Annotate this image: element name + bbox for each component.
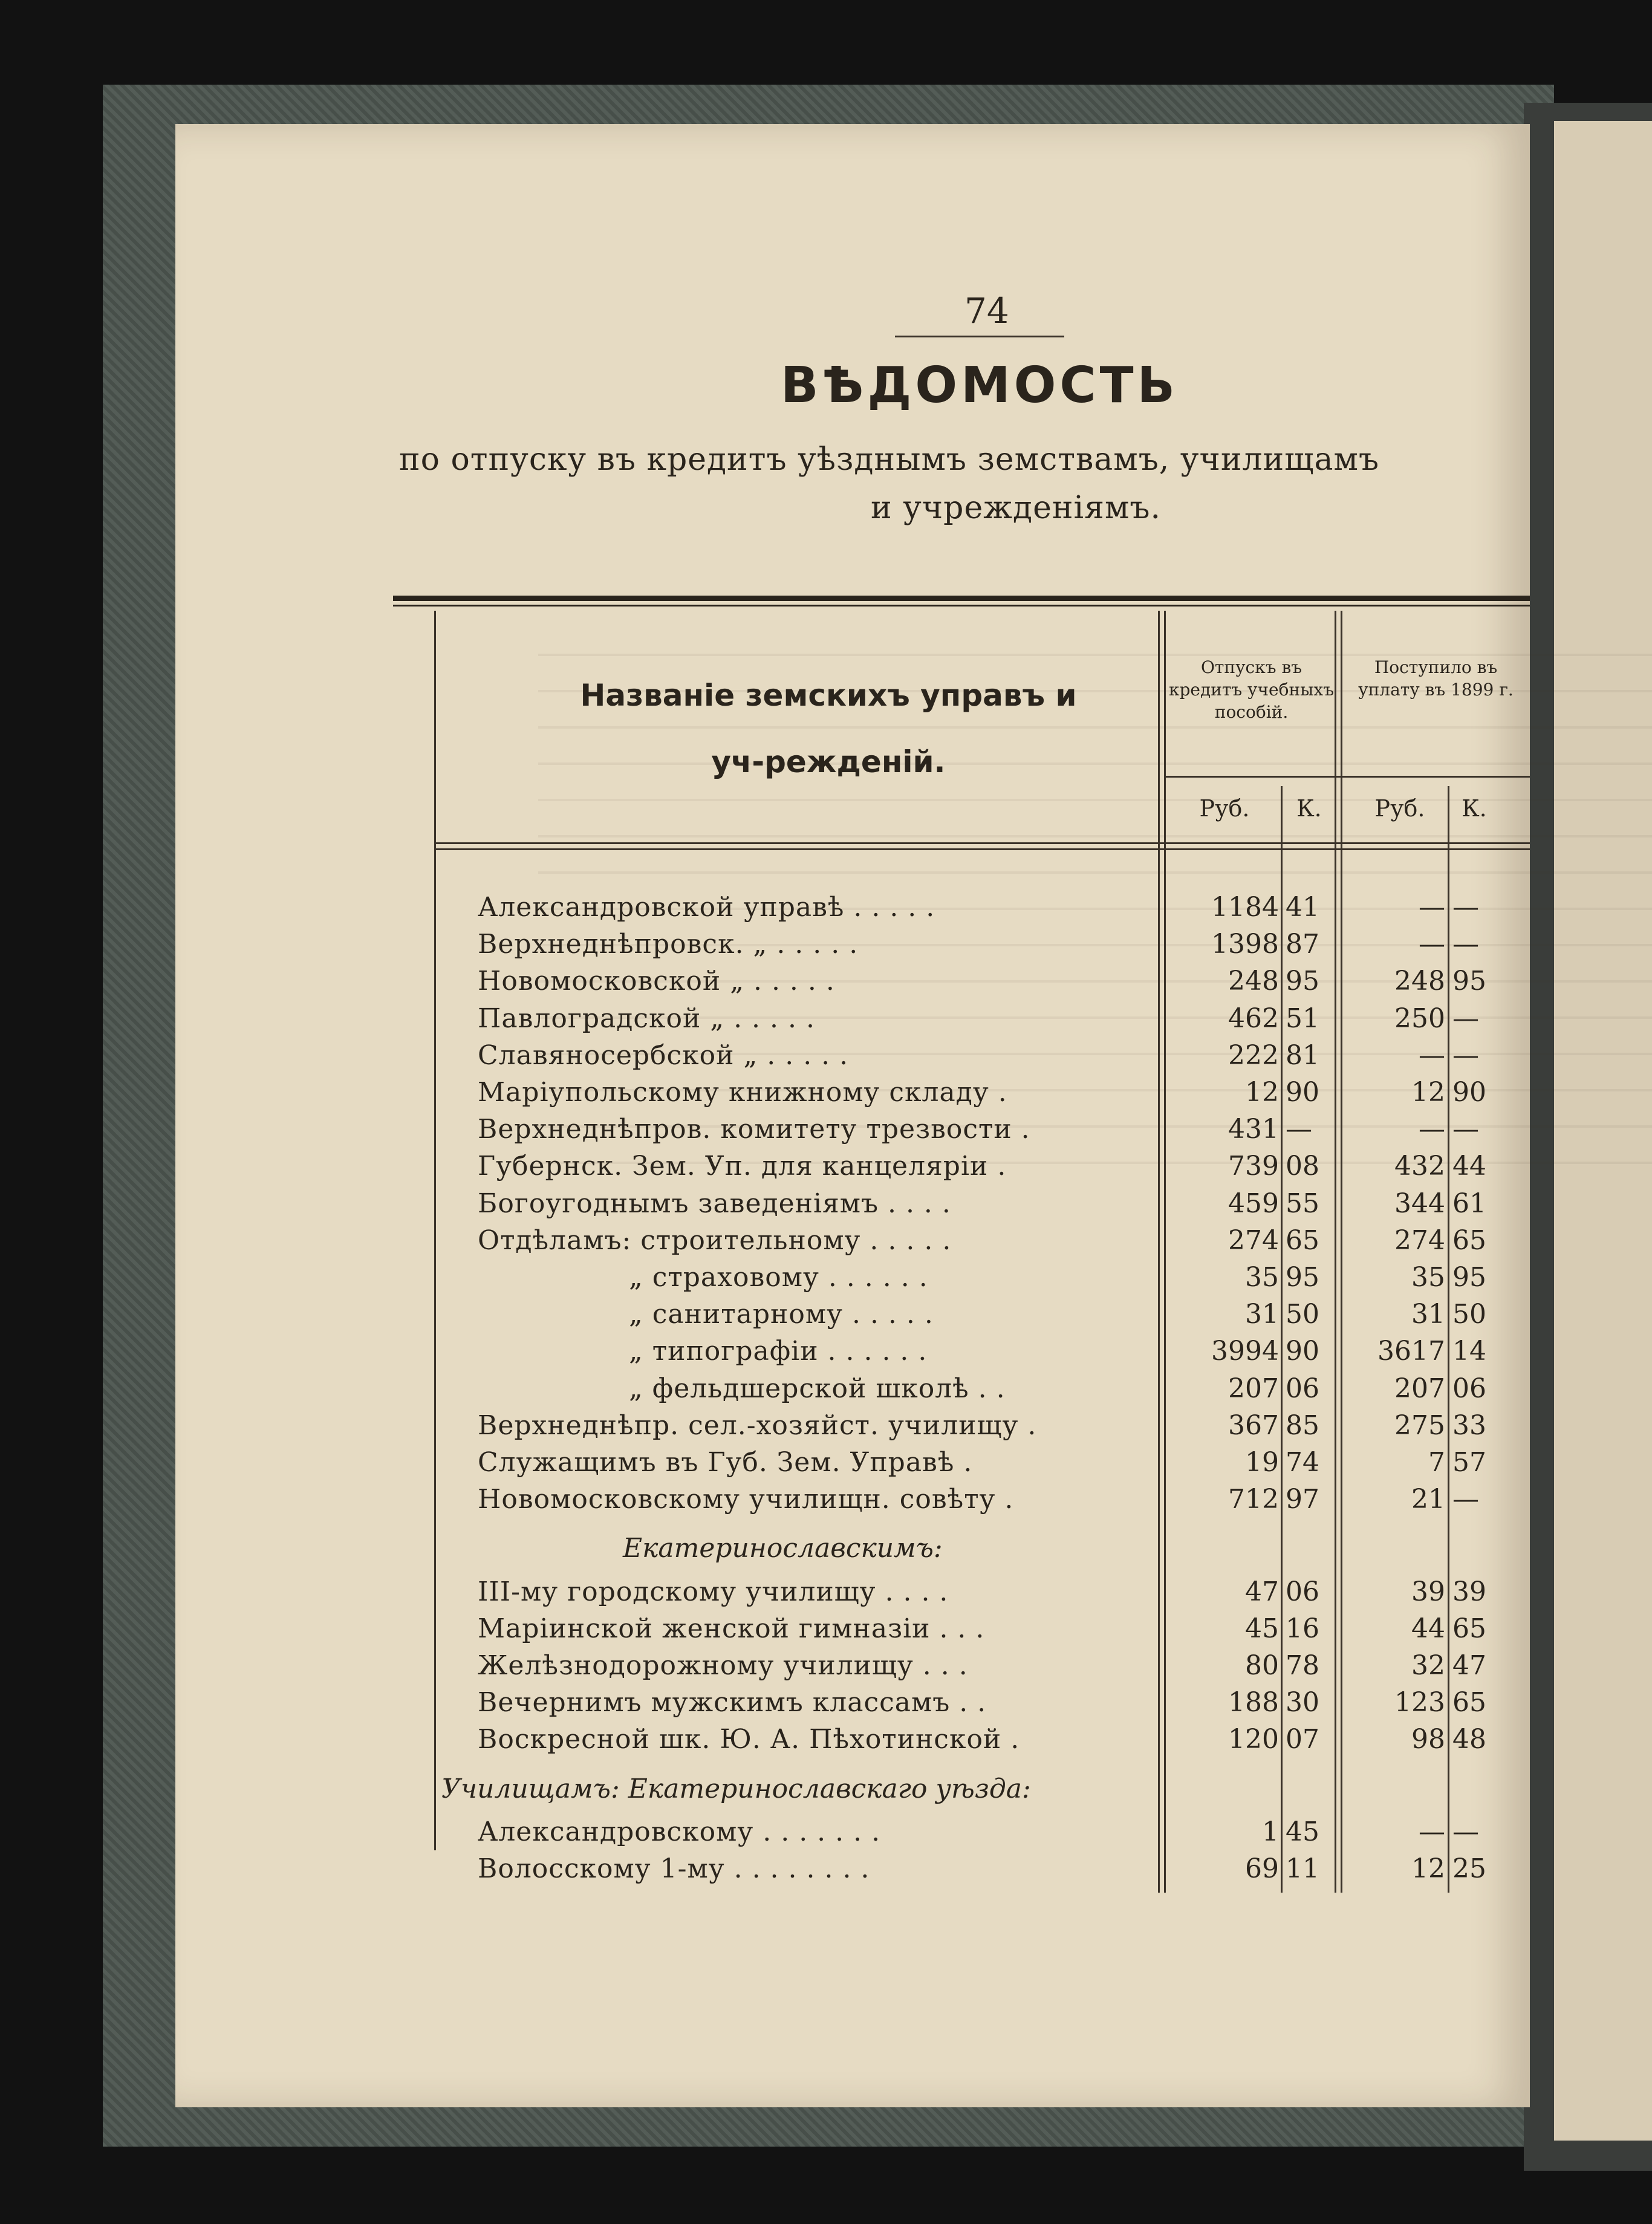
table-header-bottom-rule <box>435 842 1530 844</box>
section-heading: Екатеринославскимъ: <box>623 1533 943 1564</box>
issued-kop: 08 <box>1286 1151 1319 1182</box>
received-kop: 39 <box>1452 1576 1486 1607</box>
issued-kop: 06 <box>1286 1373 1319 1404</box>
issued-kop: 85 <box>1286 1410 1319 1441</box>
issued-kop: 95 <box>1286 1262 1319 1293</box>
issued-kop: 97 <box>1286 1484 1319 1515</box>
issued-kop: 95 <box>1286 966 1319 997</box>
document-title: ВѢДОМОСТЬ <box>780 357 1179 414</box>
row-label: Отдѣламъ: строительному . . . . . <box>478 1224 952 1256</box>
received-rub: — <box>1419 1039 1445 1071</box>
table-col-divider-1b <box>1164 611 1166 1893</box>
row-label: Александровской управѣ . . . . . <box>478 892 935 923</box>
row-label: Александровскому . . . . . . . <box>478 1816 881 1847</box>
document-subtitle-line2: и учрежденіямъ. <box>871 490 1162 526</box>
issued-rub: 274 <box>1228 1224 1279 1256</box>
row-label: „ фельдшерской школѣ . . <box>629 1373 1006 1404</box>
issued-kop: 16 <box>1286 1613 1319 1644</box>
received-kop: 65 <box>1452 1224 1486 1256</box>
received-kop: 95 <box>1452 966 1486 997</box>
issued-rub: 462 <box>1228 1003 1279 1034</box>
table-header-kop-1: К. <box>1296 795 1322 822</box>
section-heading: Училищамъ: Екатеринославскаго уѣзда: <box>441 1773 1031 1804</box>
table-kop-divider-1 <box>1281 786 1283 1893</box>
issued-kop: 07 <box>1286 1724 1319 1755</box>
issued-kop: 90 <box>1286 1336 1319 1367</box>
row-label: Павлоградской „ . . . . . <box>478 1003 815 1034</box>
received-rub: 32 <box>1411 1650 1445 1681</box>
row-label: Верхнеднѣпровск. „ . . . . . <box>478 929 859 960</box>
row-label: Богоугоднымъ заведеніямъ . . . . <box>478 1188 951 1219</box>
received-kop: 90 <box>1452 1077 1486 1108</box>
row-label: Служащимъ въ Губ. Зем. Управѣ . <box>478 1447 973 1478</box>
issued-rub: 31 <box>1245 1299 1279 1330</box>
table-top-rule <box>393 596 1530 601</box>
table-col-divider-1 <box>1158 611 1160 1893</box>
table-col-divider-2 <box>1335 611 1336 1893</box>
table-header-issued: Отпускъ въ кредитъ учебныхъ пособій. <box>1168 657 1335 722</box>
issued-kop: 81 <box>1286 1039 1319 1071</box>
page-number-rule <box>895 336 1064 337</box>
received-rub: 275 <box>1394 1410 1445 1441</box>
received-rub: 98 <box>1411 1724 1445 1755</box>
received-kop: 65 <box>1452 1687 1486 1718</box>
received-rub: 21 <box>1411 1484 1445 1515</box>
table-header-received: Поступило въ уплату въ 1899 г. <box>1358 657 1514 700</box>
issued-rub: 459 <box>1228 1188 1279 1219</box>
received-kop: — <box>1452 1039 1479 1071</box>
received-rub: 207 <box>1394 1373 1445 1404</box>
received-rub: 7 <box>1428 1447 1445 1478</box>
issued-rub: 188 <box>1228 1687 1279 1718</box>
received-rub: 344 <box>1394 1188 1445 1219</box>
received-kop: 06 <box>1452 1373 1486 1404</box>
received-rub: — <box>1419 929 1445 960</box>
received-rub: 432 <box>1394 1151 1445 1182</box>
issued-kop: 90 <box>1286 1077 1319 1108</box>
received-rub: 35 <box>1411 1262 1445 1293</box>
issued-kop: 55 <box>1286 1188 1319 1219</box>
issued-rub: 19 <box>1245 1447 1279 1478</box>
received-kop: 50 <box>1452 1299 1486 1330</box>
issued-rub: 712 <box>1228 1484 1279 1515</box>
received-kop: 65 <box>1452 1613 1486 1644</box>
received-rub: 12 <box>1411 1077 1445 1108</box>
issued-rub: 367 <box>1228 1410 1279 1441</box>
issued-rub: 69 <box>1245 1853 1279 1884</box>
issued-rub: 431 <box>1228 1114 1279 1145</box>
table-col-divider-2b <box>1341 611 1342 1893</box>
issued-kop: 65 <box>1286 1224 1319 1256</box>
table-left-border <box>434 611 436 1850</box>
received-kop: 95 <box>1452 1262 1486 1293</box>
row-label: Губернск. Зем. Уп. для канцеляріи . <box>478 1151 1007 1182</box>
received-rub: 39 <box>1411 1576 1445 1607</box>
issued-kop: 30 <box>1286 1687 1319 1718</box>
received-kop: 48 <box>1452 1724 1486 1755</box>
issued-rub: 35 <box>1245 1262 1279 1293</box>
issued-rub: 12 <box>1245 1077 1279 1108</box>
received-rub: 250 <box>1394 1003 1445 1034</box>
received-kop: 33 <box>1452 1410 1486 1441</box>
table-header-kop-2: К. <box>1462 795 1487 822</box>
row-label: Верхнеднѣпров. комитету трезвости . <box>478 1114 1030 1145</box>
table-kop-divider-2 <box>1448 786 1449 1893</box>
row-label: Маріупольскому книжному складу . <box>478 1077 1007 1108</box>
table-subheader-rule <box>1164 776 1530 778</box>
received-rub: 3617 <box>1377 1336 1445 1367</box>
row-label: Вечернимъ мужскимъ классамъ . . <box>478 1687 987 1718</box>
received-kop: 25 <box>1452 1853 1486 1884</box>
issued-kop: 11 <box>1286 1853 1319 1884</box>
table-top-rule-thin <box>393 605 1530 606</box>
row-label: Волосскому 1-му . . . . . . . . <box>478 1853 870 1884</box>
table-header-rub-1: Руб. <box>1199 795 1250 822</box>
issued-kop: — <box>1286 1114 1312 1145</box>
table-header-bottom-rule-2 <box>435 848 1530 850</box>
issued-rub: 207 <box>1228 1373 1279 1404</box>
issued-rub: 80 <box>1245 1650 1279 1681</box>
received-rub: 44 <box>1411 1613 1445 1644</box>
received-kop: — <box>1452 1003 1479 1034</box>
issued-kop: 06 <box>1286 1576 1319 1607</box>
received-kop: 14 <box>1452 1336 1486 1367</box>
received-kop: 57 <box>1452 1447 1486 1478</box>
received-kop: — <box>1452 929 1479 960</box>
received-kop: — <box>1452 892 1479 923</box>
row-label: „ страховому . . . . . . <box>629 1262 928 1293</box>
issued-rub: 120 <box>1228 1724 1279 1755</box>
issued-kop: 78 <box>1286 1650 1319 1681</box>
table-header-name: Названіе земскихъ управъ и уч-реждeній. <box>580 678 1077 779</box>
issued-rub: 1398 <box>1211 929 1279 960</box>
issued-kop: 74 <box>1286 1447 1319 1478</box>
row-label: III-му городскому училищу . . . . <box>478 1576 949 1607</box>
received-rub: — <box>1419 1816 1445 1847</box>
row-label: „ санитарному . . . . . <box>629 1299 934 1330</box>
received-kop: — <box>1452 1816 1479 1847</box>
received-rub: 12 <box>1411 1853 1445 1884</box>
row-label: Новомосковской „ . . . . . <box>478 966 835 997</box>
page-number: 74 <box>964 290 1009 331</box>
received-rub: 31 <box>1411 1299 1445 1330</box>
issued-kop: 41 <box>1286 892 1319 923</box>
issued-kop: 87 <box>1286 929 1319 960</box>
received-rub: 248 <box>1394 966 1445 997</box>
row-label: „ типографіи . . . . . . <box>629 1336 928 1367</box>
table-header-rub-2: Руб. <box>1374 795 1425 822</box>
received-rub: 123 <box>1394 1687 1445 1718</box>
issued-rub: 222 <box>1228 1039 1279 1071</box>
received-kop: 47 <box>1452 1650 1486 1681</box>
received-kop: — <box>1452 1114 1479 1145</box>
issued-rub: 1184 <box>1211 892 1279 923</box>
received-kop: 44 <box>1452 1151 1486 1182</box>
received-rub: — <box>1419 1114 1445 1145</box>
row-label: Верхнеднѣпр. сел.-хозяйст. училищу . <box>478 1410 1037 1441</box>
document-subtitle-line1: по отпуску въ кредитъ уѣзднымъ земствамъ, училищамъ <box>399 441 1380 478</box>
received-kop: — <box>1452 1484 1479 1515</box>
issued-rub: 248 <box>1228 966 1279 997</box>
issued-rub: 739 <box>1228 1151 1279 1182</box>
row-label: Маріинской женской гимназіи . . . <box>478 1613 985 1644</box>
row-label: Желѣзнодорожному училищу . . . <box>478 1650 968 1681</box>
issued-kop: 51 <box>1286 1003 1319 1034</box>
issued-rub: 45 <box>1245 1613 1279 1644</box>
issued-rub: 3994 <box>1211 1336 1279 1367</box>
row-label: Новомосковскому училищн. совѣту . <box>478 1484 1014 1515</box>
row-label: Славяносербской „ . . . . . <box>478 1039 849 1071</box>
received-rub: — <box>1419 892 1445 923</box>
received-rub: 274 <box>1394 1224 1445 1256</box>
received-kop: 61 <box>1452 1188 1486 1219</box>
issued-rub: 47 <box>1245 1576 1279 1607</box>
issued-kop: 50 <box>1286 1299 1319 1330</box>
issued-rub: 1 <box>1262 1816 1279 1847</box>
row-label: Воскресной шк. Ю. А. Пѣхотинской . <box>478 1724 1020 1755</box>
issued-kop: 45 <box>1286 1816 1319 1847</box>
